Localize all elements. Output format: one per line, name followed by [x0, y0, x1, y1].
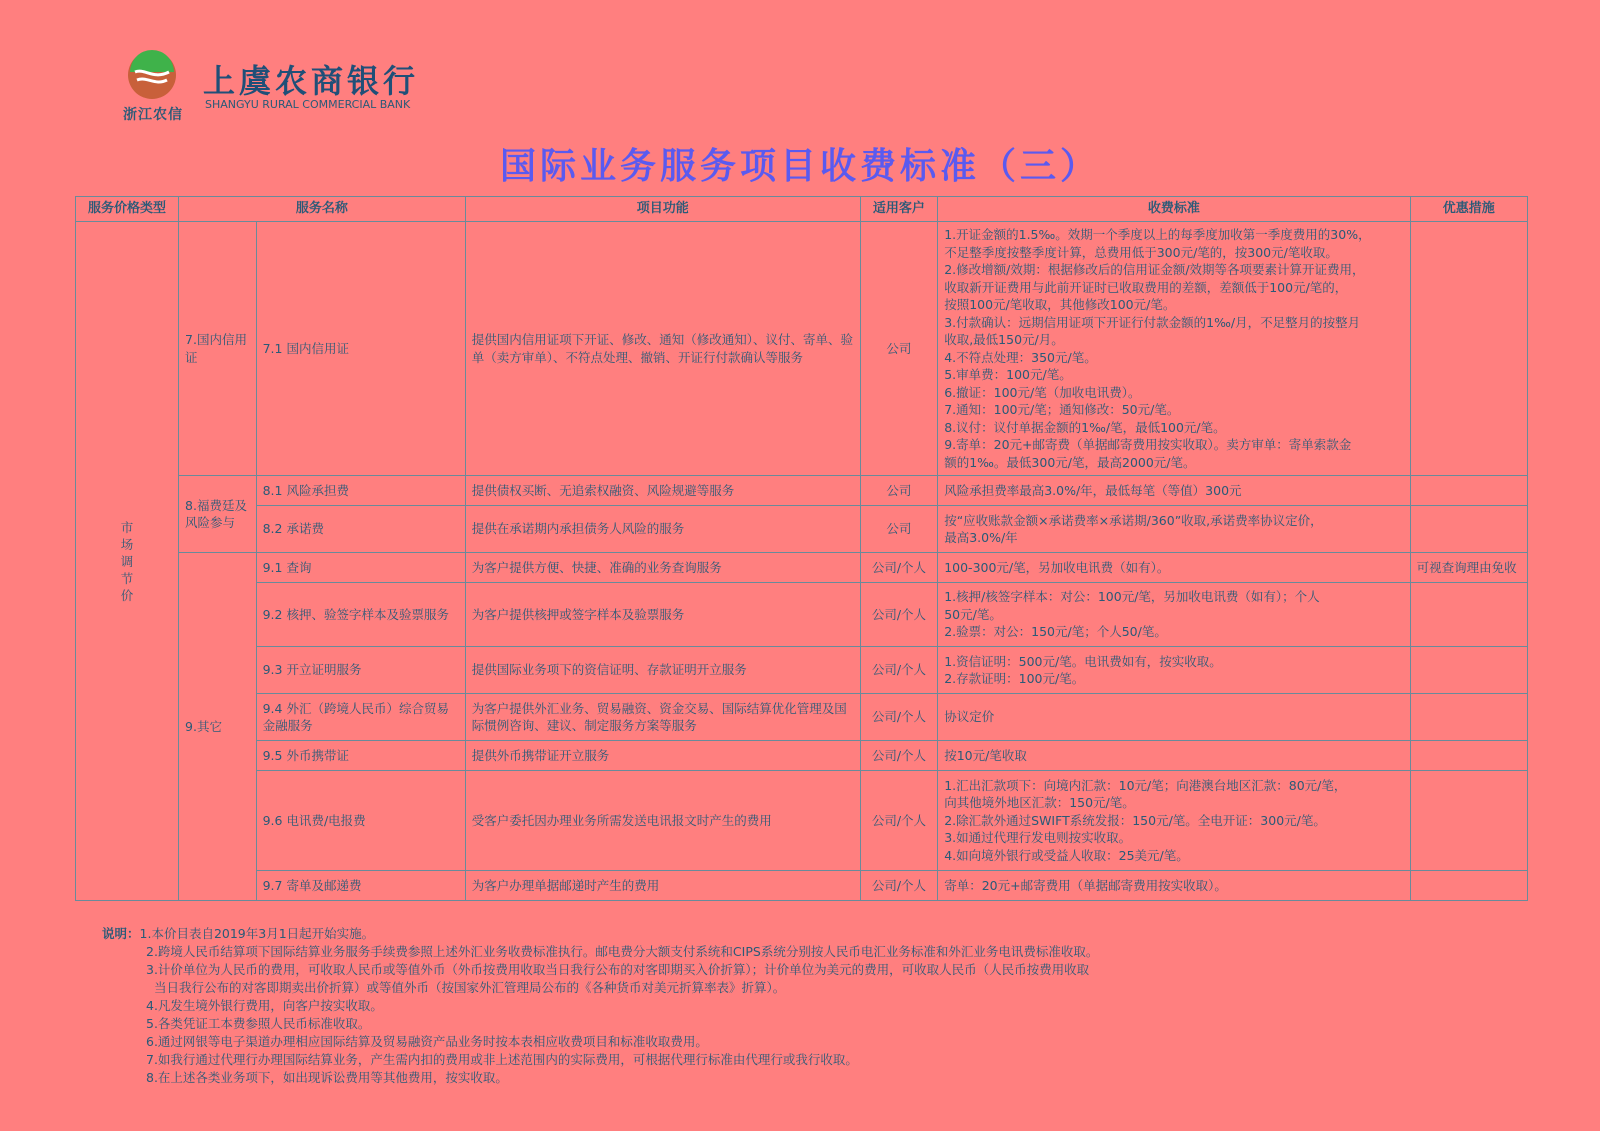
table-row [76, 741, 1528, 771]
service-customer: 公司/个人 [860, 871, 938, 901]
group-forfaiting: 8.福费廷及风险参与 [179, 476, 257, 553]
service-customer: 公司/个人 [860, 694, 938, 741]
service-function: 为客户提供核押或签字样本及验票服务 [465, 583, 860, 647]
service-fee: 寄单：20元+邮寄费用（单据邮寄费用按实收取）。 [938, 871, 1410, 901]
service-discount [1410, 476, 1527, 506]
service-name: 9.2 核押、验签字样本及验票服务 [256, 583, 465, 647]
service-fee: 1.资信证明：500元/笔。电讯费如有，按实收取。 2.存款证明：100元/笔。 [938, 647, 1410, 694]
service-discount [1410, 506, 1527, 553]
service-fee: 按10元/笔收取 [938, 741, 1410, 771]
service-name: 8.1 风险承担费 [256, 476, 465, 506]
header-price-type: 服务价格类型 [76, 197, 179, 222]
note-line: 7.如我行通过代理行办理国际结算业务，产生需内扣的费用或非上述范围内的实际费用，可根据代理行标准由代理行或我行收取。 [146, 1052, 858, 1067]
service-function: 提供国内信用证项下开证、修改、通知（修改通知）、议付、寄单、验单（卖方审单）、不符点处理、撤销、开证行付款确认等服务 [465, 222, 860, 476]
service-fee: 1.核押/核签字样本：对公：100元/笔，另加收电讯费（如有）；个人 50元/笔。 2.验票：对公：150元/笔；个人50/笔。 [938, 583, 1410, 647]
logo-sub-label: 浙江农信 [123, 107, 183, 123]
table-row [76, 771, 1528, 871]
price-type-char: 调 [120, 553, 134, 569]
service-customer: 公司 [860, 476, 938, 506]
zhejiang-rural-credit-logo-icon [127, 50, 177, 100]
table-row [76, 647, 1528, 694]
fee-table [75, 196, 1528, 901]
service-discount [1410, 694, 1527, 741]
price-type-char: 价 [120, 587, 134, 603]
service-discount [1410, 222, 1527, 476]
service-customer: 公司 [860, 506, 938, 553]
group-other: 9.其它 [179, 553, 257, 901]
service-function: 为客户提供外汇业务、贸易融资、资金交易、国际结算优化管理及国际惯例咨询、建议、制定服务方案等服务 [465, 694, 860, 741]
bank-logo [123, 50, 423, 130]
service-function: 提供在承诺期内承担债务人风险的服务 [465, 506, 860, 553]
note-line: 8.在上述各类业务项下，如出现诉讼费用等其他费用，按实收取。 [146, 1070, 508, 1085]
service-discount: 可视查询理由免收 [1410, 553, 1527, 583]
note-line: 3.计价单位为人民币的费用，可收取人民币或等值外币（外币按费用收取当日我行公布的对客即期买入价折算）；计价单位为美元的费用，可收取人民币（人民币按费用收取 [146, 962, 1090, 977]
table-row [76, 476, 1528, 506]
note-text: 1.本价目表自2019年3月1日起开始实施。 [139, 926, 375, 941]
table-row [76, 553, 1528, 583]
service-customer: 公司/个人 [860, 583, 938, 647]
price-type-cell [76, 222, 179, 901]
service-fee: 1.汇出汇款项下：向境内汇款：10元/笔；向港澳台地区汇款：80元/笔， 向其他境外地区汇款：150元/笔。 2.除汇款外通过SWIFT系统发报：150元/笔。全电开证：300元/笔。 3.如通过代理行发电则按实收取。 4.如向境外银行或受益人收取：25美元/笔。 [938, 771, 1410, 871]
note-line: 4.凡发生境外银行费用，向客户按实收取。 [146, 998, 383, 1013]
note-line [102, 925, 1098, 943]
service-function: 受客户委托因办理业务所需发送电讯报文时产生的费用 [465, 771, 860, 871]
table-row [76, 583, 1528, 647]
service-fee: 风险承担费率最高3.0%/年，最低每笔（等值）300元 [938, 476, 1410, 506]
price-type-char: 市 [120, 519, 134, 535]
service-function: 提供债权买断、无追索权融资、风险规避等服务 [465, 476, 860, 506]
table-row [76, 506, 1528, 553]
service-function: 为客户办理单据邮递时产生的费用 [465, 871, 860, 901]
note-line: 5.各类凭证工本费参照人民币标准收取。 [146, 1016, 371, 1031]
service-fee: 1.开证金额的1.5‰。效期一个季度以上的每季度加收第一季度费用的30%， 不足整季度按整季度计算，总费用低于300元/笔的，按300元/笔收取。 2.修改增额/效期：根据修改后的信用证金额/效期等各项要素计算开证费用， 收取新开证费用与此前开证时已收取费用的差额，差额低于100元/笔的， 按照100元/笔收取，其他修改100元/笔。 3.付款确认：远期信用证项下开证行付款金额的1‰/月，不足整月的按整月 收取,最低150元/月。 4.不符点处理：350元/笔。 5.审单费：100元/笔。 6.撤证：100元/笔（加收电讯费）。 7.通知：100元/笔；通知修改：50元/笔。 8.议付：议付单据金额的1‰/笔，最低100元/笔。 9.寄单：20元+邮寄费（单据邮寄费用按实收取）。卖方审单：寄单索款金 额的1‰。最低300元/笔，最高2000元/笔。 [938, 222, 1410, 476]
service-name: 9.4 外汇（跨境人民币）综合贸易金融服务 [256, 694, 465, 741]
page-title: 国际业务服务项目收费标准（三） [499, 145, 1100, 187]
service-function: 提供国际业务项下的资信证明、存款证明开立服务 [465, 647, 860, 694]
table-row [76, 871, 1528, 901]
service-name: 9.1 查询 [256, 553, 465, 583]
notes-label: 说明： [102, 926, 140, 941]
header-fee-standard: 收费标准 [938, 197, 1410, 222]
service-discount [1410, 871, 1527, 901]
table-header-row [76, 197, 1528, 222]
service-fee: 协议定价 [938, 694, 1410, 741]
bank-name-en: SHANGYU RURAL COMMERCIAL BANK [205, 98, 411, 111]
service-name: 9.3 开立证明服务 [256, 647, 465, 694]
bank-name-cn: 上虞农商银行 [203, 62, 420, 100]
service-discount [1410, 647, 1527, 694]
price-type-char: 节 [120, 570, 134, 586]
table-row [76, 694, 1528, 741]
service-customer: 公司 [860, 222, 938, 476]
table-row [76, 222, 1528, 476]
note-line: 当日我行公布的对客即期卖出价折算）或等值外币（按国家外汇管理局公布的《各种货币对美元折算率表》折算）。 [146, 980, 786, 995]
price-type-char: 场 [120, 536, 134, 552]
service-name: 8.2 承诺费 [256, 506, 465, 553]
service-name: 9.6 电讯费/电报费 [256, 771, 465, 871]
header-customer: 适用客户 [860, 197, 938, 222]
service-name: 7.1 国内信用证 [256, 222, 465, 476]
service-discount [1410, 583, 1527, 647]
service-discount [1410, 771, 1527, 871]
service-name: 9.7 寄单及邮递费 [256, 871, 465, 901]
note-line: 6.通过网银等电子渠道办理相应国际结算及贸易融资产品业务时按本表相应收费项目和标准收取费用。 [146, 1034, 708, 1049]
header-function: 项目功能 [465, 197, 860, 222]
service-fee: 100-300元/笔，另加收电讯费（如有）。 [938, 553, 1410, 583]
service-customer: 公司/个人 [860, 741, 938, 771]
service-function: 提供外币携带证开立服务 [465, 741, 860, 771]
service-customer: 公司/个人 [860, 771, 938, 871]
service-function: 为客户提供方便、快捷、准确的业务查询服务 [465, 553, 860, 583]
group-domestic-lc: 7.国内信用证 [179, 222, 257, 476]
service-name: 9.5 外币携带证 [256, 741, 465, 771]
header-discount: 优惠措施 [1410, 197, 1527, 222]
header-service-name: 服务名称 [179, 197, 466, 222]
service-customer: 公司/个人 [860, 647, 938, 694]
note-line: 2.跨境人民币结算项下国际结算业务服务手续费参照上述外汇业务收费标准执行。邮电费分大额支付系统和CIPS系统分别按人民币电汇业务标准和外汇业务电讯费标准收取。 [146, 944, 1099, 959]
service-discount [1410, 741, 1527, 771]
notes-section [102, 925, 1098, 1087]
service-customer: 公司/个人 [860, 553, 938, 583]
service-fee: 按“应收账款金额×承诺费率×承诺期/360”收取,承诺费率协议定价， 最高3.0%/年 [938, 506, 1410, 553]
